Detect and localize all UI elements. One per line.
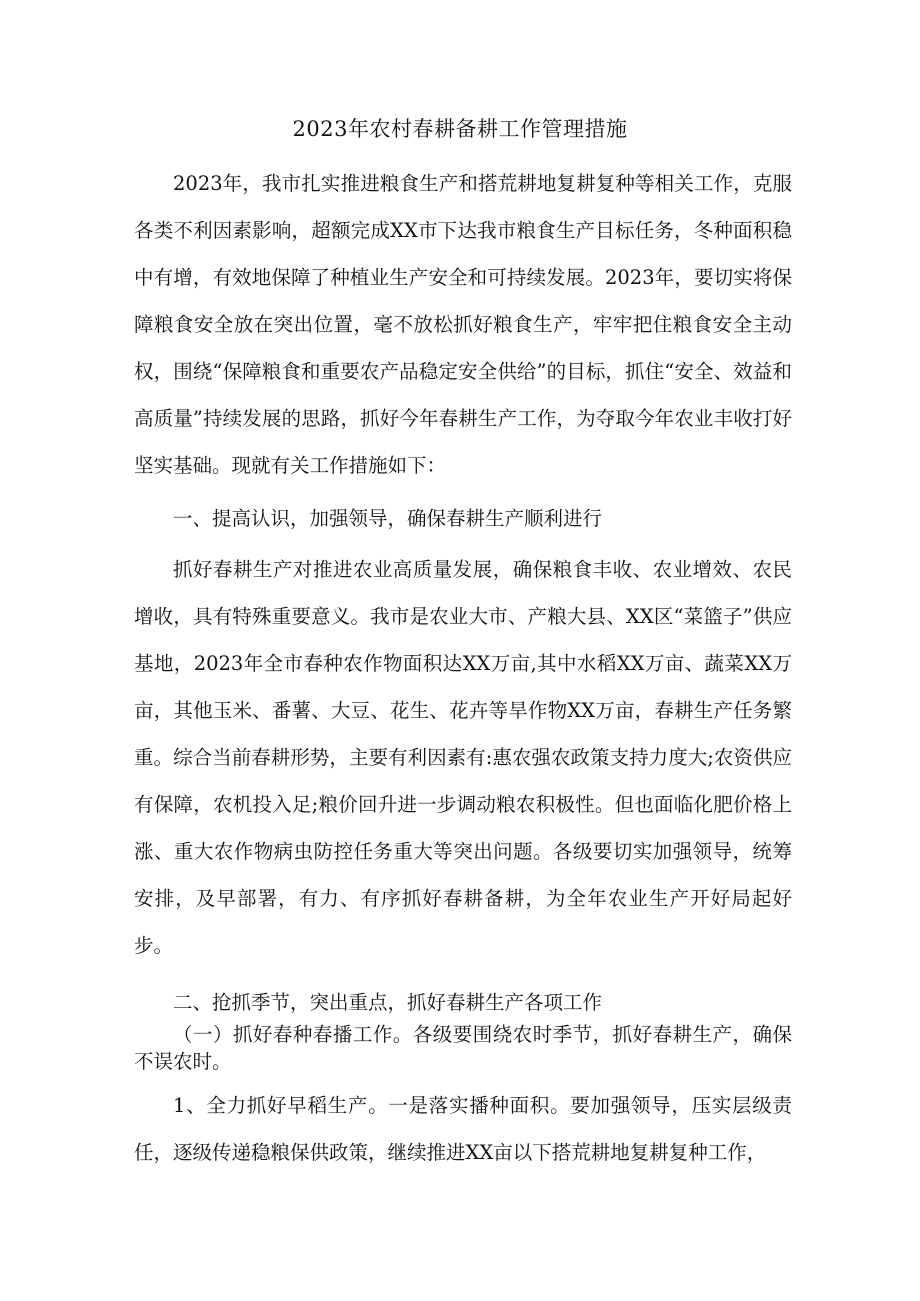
document-title: 2023年农村春耕备耕工作管理措施: [292, 117, 628, 141]
section1-heading: 一、提高认识，加强领导，确保春耕生产顺利进行: [173, 507, 603, 530]
section1-body: 抓好春耕生产对推进农业高质量发展，确保粮食丰收、农业增效、农民增收，具有特殊重要意义。我市是农业大市、产粮大县、XX区“菜篮子”供应基地，2023年全市春种农作物面积达XX万亩,其中水稻XX万亩、蔬菜XX万亩，其他玉米、番薯、大豆、花生、花卉等旱作物XX万亩，春耕生产任务繁重。综合当前春耕形势，主要有利因素有:惠农强农政策支持力度大;农资供应有保障，农机投入足;粮价回升进一步调动粮农积极性。但也面临化肥价格上涨、重大农作物病虫防控任务重大等突出问题。各级要切实加强领导，统筹安排，及早部署，有力、有序抓好春耕备耕，为全年农业生产开好局起好步。: [134, 558, 792, 957]
section2-sub1: （一）抓好春种春播工作。各级要围绕农时季节，抓好春耕生产，确保不误农时。: [134, 1023, 792, 1073]
section2-item1: 1、全力抓好早稻生产。一是落实播种面积。要加强领导，压实层级责任，逐级传递稳粮保供政策，继续推进XX亩以下搭荒耕地复耕复种工作，: [134, 1094, 792, 1164]
section2-heading: 二、抢抓季节，突出重点，抓好春耕生产各项工作: [173, 991, 603, 1014]
intro-paragraph: 2023年，我市扎实推进粮食生产和搭荒耕地复耕复种等相关工作，克服各类不利因素影响，超额完成XX市下达我市粮食生产目标任务，冬种面积稳中有增，有效地保障了种植业生产安全和可持续发展。2023年，要切实将保障粮食安全放在突出位置，毫不放松抓好粮食生产，牢牢把住粮食安全主动权，围绕“保障粮食和重要农产品稳定安全供给”的目标，抓住“安全、效益和高质量”持续发展的思路，抓好今年春耕生产工作，为夺取今年农业丰收打好坚实基础。现就有关工作措施如下：: [134, 172, 792, 477]
